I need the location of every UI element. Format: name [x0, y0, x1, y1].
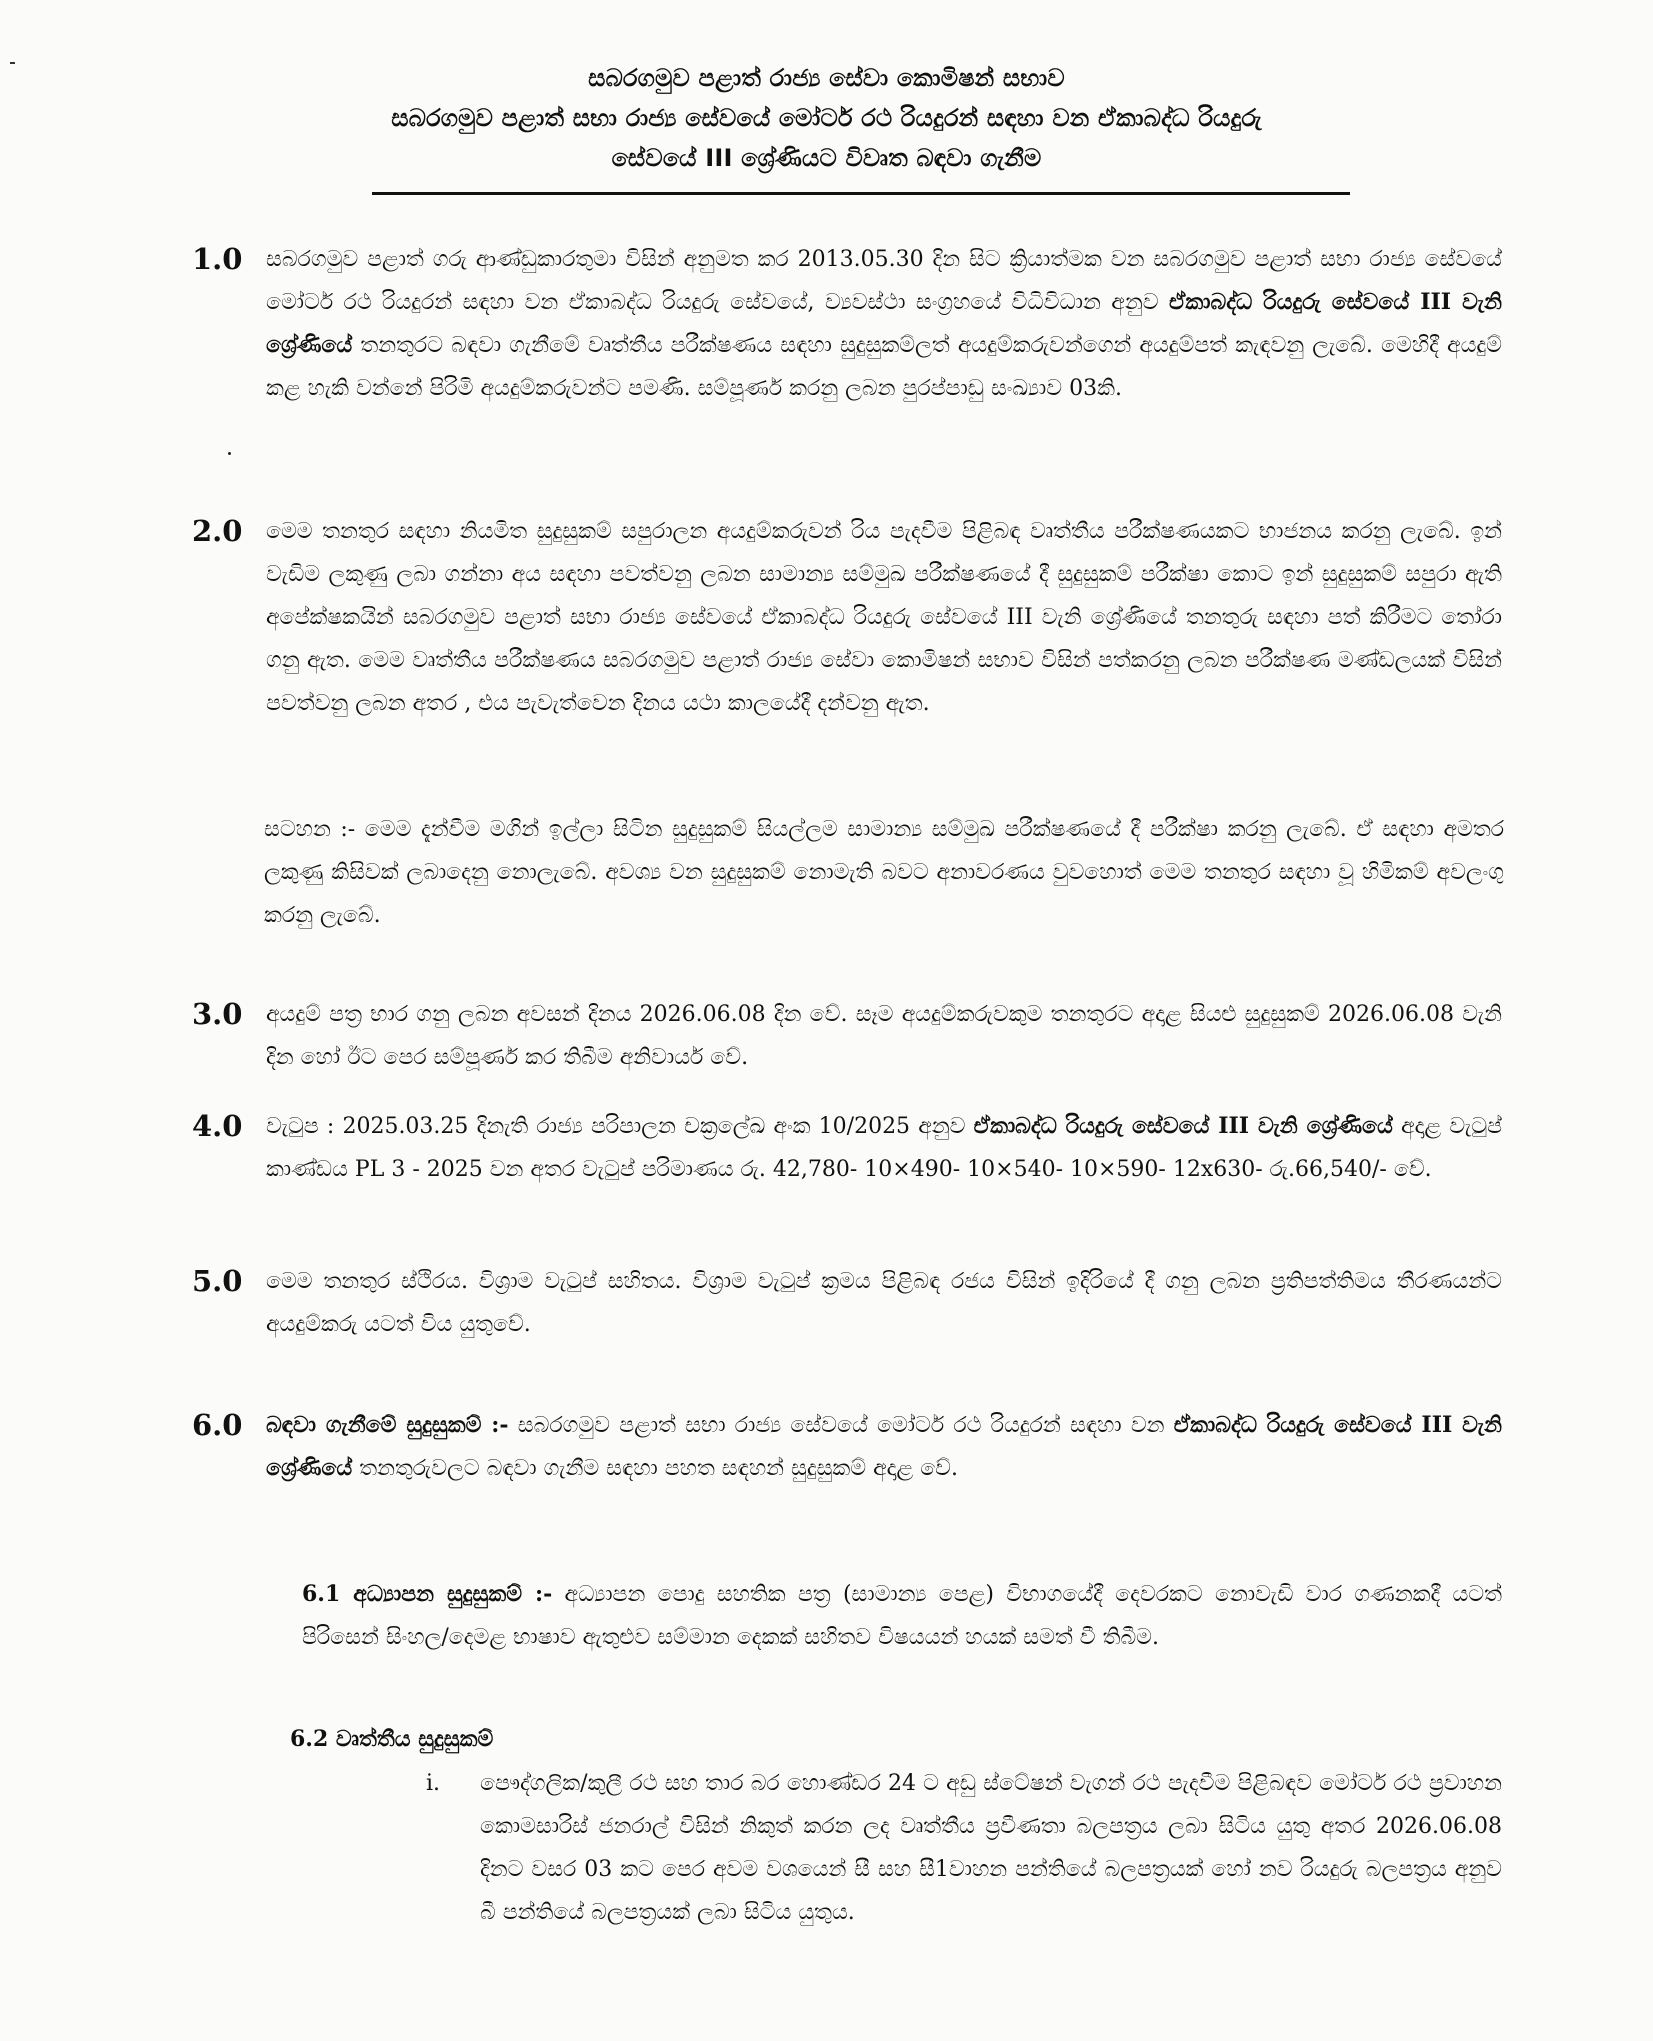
- section-number: 5.0: [192, 1264, 243, 1298]
- header-line-1: සබරගමුව පළාත් රාජ්‍ය සේවා කොමිෂන් සභාව: [588, 64, 1065, 92]
- header-line-2: සබරගමුව පළාත් සභා රාජ්‍ය සේවයේ මෝටර් රථ රියදුරන් සඳහා වන ඒකාබද්ධ රියදුරු: [391, 104, 1262, 132]
- item-text: පෞද්ගලික/කුලී රථ සහ තාර බර හොණ්ඩර 24 ට අඩු ස්ටේෂන් වැගන් රථ පැදවීම පිළිබඳව මෝටර් රථ ප්‍රවාහන කොමසාරිස් ජනරාල් විසින් නිකුත් කරන ලද වෘත්තීය ප්‍රවීණතා බලපත්‍රය ලබා සිටිය යුතු අතර 2026.06.08 දිනට වසර 03 කට පෙර අවම වශයෙන් සී සහ සී1වාහන පන්තියේ බලපත්‍රයක් හෝ නව රියදුරු බලපත්‍රය අනුව බී පන්තියේ බලපත්‍රයක් ලබා සිටිය යුතුය.: [480, 1771, 1502, 1925]
- document-header: [0, 58, 1653, 178]
- section-number: 6.0: [192, 1408, 243, 1442]
- bold-text: ඒකාබද්ධ රියදුරු සේවයේ III වැනි ශ්‍රේණියේ: [973, 1113, 1393, 1139]
- item-label: i.: [426, 1771, 441, 1796]
- section-text: මෙම තනතුර සඳහා නියමිත සුදුසුකම් සපුරාලන අයදුම්කරුවන් රිය පැදවීම පිළිබඳ වෘත්තීය පරීක්ෂණයකට භාජනය කරනු ලැබේ. ඉන් වැඩිම ලකුණු ලබා ගන්නා අය සඳහා පවත්වනු ලබන සාමාන්‍ය සම්මුඛ පරීක්ෂණයේ දී සුදුසුකම් පරීක්ෂා කොට ඉන් සුදුසුකම් සපුරා ඇති අපේක්ෂකයින් සබරගමුව පළාත් සභා රාජ්‍ය සේවයේ ඒකාබද්ධ රියදුරු සේවයේ III වැනි ශ්‍රේණියේ තනතුරු සඳහා පත් කිරීමට තෝරා ගනු ඇත. මෙම වෘත්තීය පරීක්ෂණය සබරගමුව පළාත් රාජ්‍ය සේවා කොමිෂන් සභාව විසින් පත්කරනු ලබන පරීක්ෂණ මණ්ඩලයක් විසින් පවත්වනු ලබන අතර , එය පැවැත්වෙන දිනය යථා කාලයේදී දන්වනු ඇත.: [266, 519, 1502, 716]
- section-number: 3.0: [192, 997, 243, 1031]
- section-number: 2.0: [192, 514, 243, 548]
- text-part: වැටුප : 2025.03.25 දිනැති රාජ්‍ය පරිපාලන චක්‍රලේඛ අංක 10/2025 අනුව: [266, 1114, 974, 1139]
- subsection-6-1: [302, 1573, 1502, 1659]
- text-part: සබරගමුව පළාත් ගරු ආණ්ඩුකාරතුමා විසින් අනුමත කර 2013.05.30 දින සිට ක්‍රියාත්මක වන සබරගමුව පළාත් සභා රාජ්‍ය සේවයේ මෝටර් රථ රියදුරන් සඳහා වන ඒකාබද්ධ රියදුරු සේවයේ, ව්‍යවස්ථා සංග්‍රහයේ විධිවිධාන අනුව: [266, 247, 1502, 315]
- text-part: තනතුරට බඳවා ගැනීමේ වෘත්තීය පරීක්ෂණය සඳහා සුදුසුකම්ලත් අයදුම්කරුවන්ගෙන් අයදුම්පත් කැඳවනු ලැබේ. මෙහිදී අයදුම් කළ හැකි වන්නේ පිරිමි අයදුම්කරුවන්ට පමණි. සම්පූර්ණ කරනු ලබන පුරප්පාඩු සංඛ්‍යාව 03කි.: [266, 333, 1502, 401]
- header-underline: [372, 192, 1350, 195]
- subsection-text: අධ්‍යාපන පොදු සහතික පත්‍ර (සාමාන්‍ය පෙළ) විභාගයේදී දෙවරකට නොවැඩි වාර ගණනකදී යටත් පිරිසෙන් සිංහල/දෙමළ භාෂාව ඇතුළුව සම්මාන දෙකක් සහිතව විෂයයන් හයක් සමත් වී තිබීම.: [302, 1582, 1502, 1650]
- bold-text: බඳවා ගැනීමේ සුදුසුකම් :-: [266, 1412, 509, 1438]
- section-number: 1.0: [192, 242, 243, 276]
- section-2-note: සටහන :- මෙම දැන්වීම මගින් ඉල්ලා සිටින සුදුසුකම් සියල්ලම සාමාන්‍ය සම්මුඛ පරීක්ෂණයේ දී පරීක්ෂා කරනු ලැබේ. ඒ සඳහා අමතර ලකුණු කිසිවක් ලබාදෙනු නොලැබේ. අවශ්‍ය වන සුදුසුකම් නොමැති බවට අනාවරණය වුවහොත් මෙම තනතුර සඳහා වූ හිමිකම් අවලංගු කරනු ලැබේ.: [264, 817, 1504, 928]
- bold-text: ඒකාබද්ධ රියදුරු සේවයේ III වැනි ශ්‍රේණියේ: [266, 1412, 1502, 1481]
- text-part: අදාළ වැටුප් කාණ්ඩය PL 3 - 2025 වන අතර වැටුප් පරිමාණය රු. 42,780- 10×490- 10×540- 10×590- 12x630- රු.66,540/- වේ.: [266, 1114, 1502, 1182]
- section-text: [266, 1404, 1502, 1490]
- scan-dot: [228, 452, 231, 455]
- section-text: අයදුම් පත්‍ර භාර ගනු ලබන අවසන් දිනය 2026.06.08 දින වේ. සෑම අයදුම්කරුවකුම තනතුරට අදාළ සියළු සුදුසුකම් 2026.06.08 වැනි දින හෝ ඊට පෙර සම්පූර්ණ කර තිබීම අනිවාර්ය වේ.: [266, 1002, 1502, 1070]
- text-part: සබරගමුව පළාත් සභා රාජ්‍ය සේවයේ මෝටර් රථ රියදුරන් සඳහා වන: [508, 1413, 1174, 1438]
- subsection-6-2-heading: 6.2 වෘත්තීය සුදුසුකම්: [290, 1726, 494, 1752]
- header-line-3: සේවයේ III ශ්‍රේණියට විවෘත බඳවා ගැනීම: [611, 144, 1042, 172]
- section-text: මෙම තනතුර ස්ථිරය. විශ්‍රාම වැටුප් සහිතය. විශ්‍රාම වැටුප් ක්‍රමය පිළිබඳ රජය විසින් ඉදිරියේ දී ගනු ලබන ප්‍රතිපත්තිමය තීරණයන්ට අයදුම්කරු යටත් විය යුතුවේ.: [266, 1269, 1502, 1337]
- section-text: [266, 238, 1502, 410]
- subsection-heading: 6.1 අධ්‍යාපන සුදුසුකම් :-: [302, 1581, 553, 1607]
- section-number: 4.0: [192, 1109, 243, 1143]
- text-part: තනතුරුවලට බඳවා ගැනීම සඳහා පහත සඳහන් සුදුසුකම් අදාළ වේ.: [352, 1456, 958, 1481]
- bold-text: ඒකාබද්ධ රියදුරු සේවයේ III වැනි ශ්‍රේණියේ: [266, 289, 1502, 358]
- section-text: [266, 1105, 1502, 1191]
